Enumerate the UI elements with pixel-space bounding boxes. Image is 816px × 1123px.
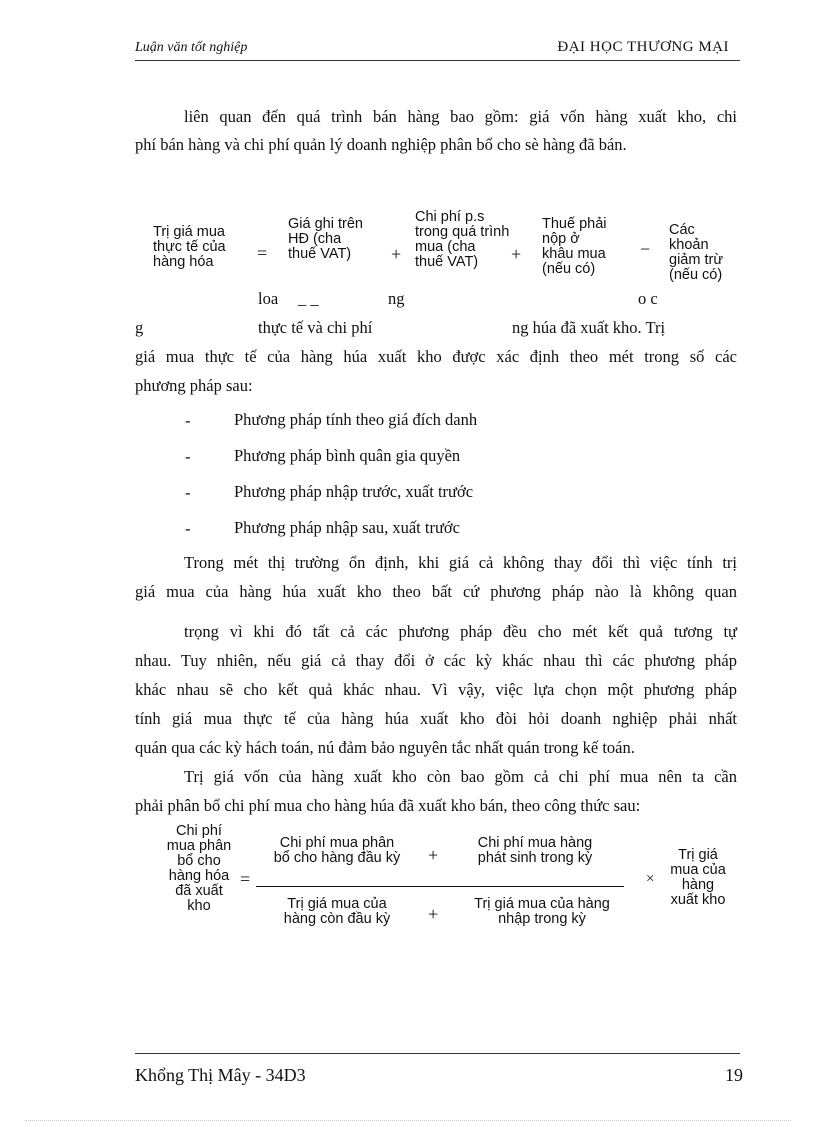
para3-line-1: Trong mét thị trường ổn định, khi giá cả không thay đổi thì việc tính trị <box>184 553 737 572</box>
obscured-fragment-4: o c <box>638 289 658 308</box>
footer-author: Khổng Thị Mây - 34D3 <box>135 1065 306 1085</box>
para3-line-5: khác nhau sẽ cho kết quả khác nhau. Vì vậy, việc lựa chọn một phương pháp <box>135 680 737 699</box>
formula2-rhs: Trị giá mua của hàng xuất kho <box>670 847 726 908</box>
para3-line-4: nhau. Tuy nhiên, nếu giá cả thay đổi ở các kỳ khác nhau thì các phương pháp <box>135 651 737 670</box>
intro-line-2: phí bán hàng và chi phí quản lý doanh nghiệp phân bổ cho sè hàng đã bán. <box>135 135 627 154</box>
obscured-fragment-2: _ _ <box>298 289 319 308</box>
formula2-denominator-term-1: Trị giá mua của hàng còn đầu kỳ <box>283 896 391 927</box>
para3-line-2: giá mua của hàng húa xuất kho theo bất cứ phương pháp nào là không quan <box>135 582 737 601</box>
para2-line-1: giá mua thực tế của hàng húa xuất kho được xác định theo mét trong số các <box>135 347 737 366</box>
formula1-lhs: Trị giá mua thực tế của hàng hóa <box>153 224 226 270</box>
obscured-fragment-7: ng húa đã xuất kho. Trị <box>512 318 666 337</box>
list-item-dash: - <box>185 483 191 502</box>
running-header-right: ĐẠI HỌC THƯƠNG MẠI <box>557 39 729 55</box>
formula1-minus: − <box>640 239 651 259</box>
formula2-lhs: Chi phí mua phân bổ cho hàng hóa đã xuất kho <box>166 823 232 914</box>
formula2-numerator-term-1: Chi phí mua phân bổ cho hàng đầu kỳ <box>273 835 401 866</box>
list-item-dash: - <box>185 447 191 466</box>
obscured-fragment-6: thực tế và chi phí <box>258 318 373 337</box>
list-item: Phương pháp tính theo giá đích danh <box>234 410 478 429</box>
formula2-equals: = <box>240 869 251 889</box>
formula1-term-invoice-price: Giá ghi trên HĐ (cha thuế VAT) <box>288 216 363 262</box>
fraction-bar <box>256 886 624 887</box>
running-header-left: Luận văn tốt nghiệp <box>135 40 248 55</box>
formula2-numerator-term-2: Chi phí mua hàng phát sinh trong kỳ <box>477 835 593 866</box>
list-item: Phương pháp nhập sau, xuất trước <box>234 518 460 537</box>
obscured-fragment-3: ng <box>388 289 405 308</box>
page-edge-dotted-line <box>25 1120 791 1121</box>
obscured-fragment-1: loa <box>258 289 279 308</box>
formula1-term-tax: Thuế phải nộp ở khâu mua (nếu có) <box>542 216 607 277</box>
obscured-fragment-5: g <box>135 318 144 337</box>
footer-rule <box>135 1053 740 1054</box>
para3-line-3: trọng vì khi đó tất cả các phương pháp đều cho mét kết quả tương tự <box>184 622 737 641</box>
formula2-denominator-term-2: Trị giá mua của hàng nhập trong kỳ <box>474 896 610 927</box>
list-item-dash: - <box>185 411 191 430</box>
header-rule <box>135 60 740 61</box>
formula2-times: × <box>646 871 655 887</box>
formula2-numerator-plus: + <box>428 845 439 865</box>
page-number: 19 <box>725 1065 743 1085</box>
formula1-term-deductions: Các khoản giảm trừ (nếu có) <box>669 222 724 283</box>
list-item: Phương pháp bình quân gia quyền <box>234 446 461 465</box>
para4-line-1: Trị giá vốn của hàng xuất kho còn bao gồm cả chi phí mua nên ta cần <box>184 767 737 786</box>
list-item-dash: - <box>185 519 191 538</box>
formula1-plus-1: + <box>391 244 402 264</box>
list-item: Phương pháp nhập trước, xuất trước <box>234 482 474 501</box>
formula1-term-purchase-expense: Chi phí p.s trong quá trình mua (cha thuế VAT) <box>415 209 510 270</box>
intro-line-1: liên quan đến quá trình bán hàng bao gồm: giá vốn hàng xuất kho, chi <box>184 107 737 126</box>
para3-line-6: tính giá mua thực tế của hàng húa xuất kho đòi hỏi doanh nghiệp phải nhất <box>135 709 737 728</box>
formula1-equals: = <box>257 243 268 263</box>
para2-line-2: phương pháp sau: <box>135 376 253 395</box>
formula2-denominator-plus: + <box>428 904 439 924</box>
formula1-plus-2: + <box>511 244 522 264</box>
para4-line-2: phải phân bổ chi phí mua cho hàng húa đã xuất kho bán, theo công thức sau: <box>135 796 641 815</box>
para3-line-7: quán qua các kỳ hách toán, nú đảm bảo nguyên tắc nhất quán trong kế toán. <box>135 738 635 757</box>
